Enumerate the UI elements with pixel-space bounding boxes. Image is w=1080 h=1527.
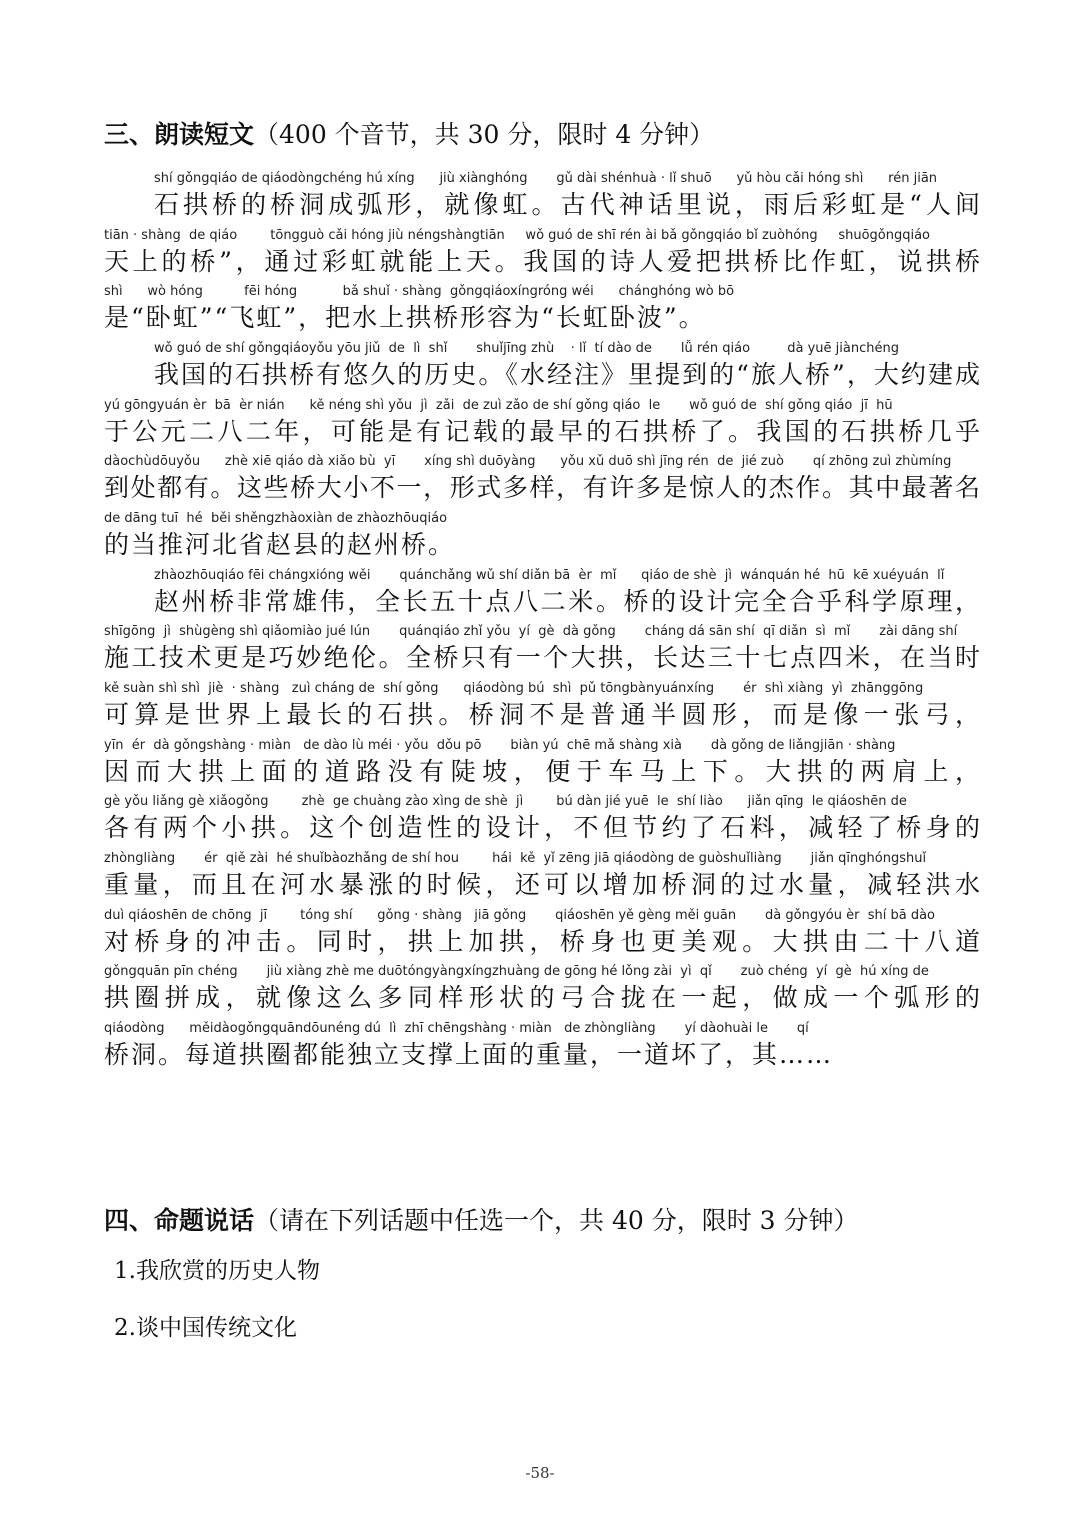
hanzi-line: 石拱桥的桥洞成弧形，就像虹。古代神话里说，雨后彩虹是“人间 (154, 190, 980, 219)
passage-line (104, 621, 980, 677)
page-number: -58- (525, 1464, 555, 1482)
pinyin-line: tiān · shàng de qiáo tōngguò cǎi hóng jiù néngshàngtiān wǒ guó de shī rén ài bǎ gǒngqiáo bǐ zuòhóng shuōgǒngqiáo (104, 228, 931, 243)
pinyin-line: shì wò hóng fēi hóng bǎ shuǐ · shàng gǒngqiáoxíngróng wéi chánghóng wò bō (104, 284, 735, 299)
hanzi-line: 对桥身的冲击。同时，拱上加拱，桥身也更美观。大拱由二十八道 (104, 927, 980, 956)
hanzi-line: 赵州桥非常雄伟，全长五十点八二米。桥的设计完全合乎科学原理， (154, 587, 980, 616)
pinyin-line: kě suàn shì shì jiè · shàng zuì cháng de shí gǒng qiáodòng bú shì pǔ tōngbànyuánxíng ér shì xiàng yì zhānggōng (104, 681, 924, 696)
pinyin-line: shīgōng jì shùgèng shì qiǎomiào jué lún quánqiáo zhǐ yǒu yí gè dà gǒng cháng dá sān shí qī diǎn sì mǐ zài dāng shí (104, 624, 958, 639)
pinyin-line: zhàozhōuqiáo fēi chángxióng wěi quánchǎng wǔ shí diǎn bā èr mǐ qiáo de shè jì wánquán hé hū kē xuéyuán lǐ (154, 568, 945, 583)
passage-line (104, 678, 980, 734)
pinyin-line: zhòngliàng ér qiě zài hé shuǐbàozhǎng de shí hou hái kě yǐ zēng jiā qiáodòng de guòshuǐliàng jiǎn qīnghóngshuǐ (104, 851, 927, 866)
pinyin-line: wǒ guó de shí gǒngqiáoyǒu yōu jiǔ de lì shǐ shuǐjīng zhù · lǐ tí dào de lǚ rén qiáo dà yuē jiànchéng (154, 341, 899, 356)
pinyin-line: yú gōngyuán èr bā èr nián kě néng shì yǒu jì zǎi de zuì zǎo de shí gǒng qiáo le wǒ guó de shí gǒng qiáo jī hū (104, 398, 893, 413)
section-4-title: 四、命题说话 (104, 1206, 255, 1235)
hanzi-line: 桥洞。每道拱圈都能独立支撑上面的重量，一道坏了，其…… (104, 1040, 834, 1069)
hanzi-line: 的当推河北省赵县的赵州桥。 (104, 530, 456, 559)
passage-line (104, 225, 980, 281)
topic-item: 1.我欣赏的历史人物 (114, 1258, 320, 1284)
hanzi-line: 各有两个小拱。这个创造性的设计，不但节约了石料，减轻了桥身的 (104, 813, 980, 842)
hanzi-line: 施工技术更是巧妙绝伦。全桥只有一个大拱，长达三十七点四米，在当时 (104, 643, 980, 672)
passage-line (104, 281, 980, 337)
hanzi-line: 可算是世界上最长的石拱。桥洞不是普通半圆形，而是像一张弓， (104, 700, 980, 729)
pinyin-line: duì qiáoshēn de chōng jī tóng shí gǒng · shàng jiā gǒng qiáoshēn yě gèng měi guān dà gǒngyóu èr shí bā dào (104, 908, 936, 923)
section-3-note: （400 个音节，共 30 分，限时 4 分钟） (254, 120, 715, 149)
hanzi-line: 因而大拱上面的道路没有陡坡，便于车马上下。大拱的两肩上， (104, 757, 980, 786)
section-3-title: 三、朗读短文 (104, 120, 255, 149)
hanzi-line: 是“卧虹”“飞虹”，把水上拱桥形容为“长虹卧波”。 (104, 303, 706, 332)
passage-line (104, 395, 980, 451)
topic-item: 2.谈中国传统文化 (114, 1315, 297, 1341)
passage-line (104, 1018, 980, 1074)
hanzi-line: 天上的桥”，通过彩虹就能上天。我国的诗人爱把拱桥比作虹，说拱桥 (104, 247, 980, 276)
hanzi-line: 重量，而且在河水暴涨的时候，还可以增加桥洞的过水量，减轻洪水 (104, 870, 980, 899)
pinyin-line: yīn ér dà gǒngshàng · miàn de dào lù méi · yǒu dǒu pō biàn yú chē mǎ shàng xià dà gǒng de liǎngjiān · shàng (104, 738, 896, 753)
passage-line (154, 168, 980, 224)
hanzi-line: 于公元二八二年，可能是有记载的最早的石拱桥了。我国的石拱桥几乎 (104, 417, 980, 446)
hanzi-line: 拱圈拼成，就像这么多同样形状的弓合拢在一起，做成一个弧形的 (104, 983, 980, 1012)
pinyin-line: shí gǒngqiáo de qiáodòngchéng hú xíng jiù xiànghóng gǔ dài shénhuà · lǐ shuō yǔ hòu cǎi hóng shì rén jiān (154, 171, 938, 186)
hanzi-line: 我国的石拱桥有悠久的历史。《水经注》里提到的“旅人桥”，大约建成 (154, 360, 980, 389)
passage-line (154, 338, 980, 394)
passage-line (104, 508, 980, 564)
section-4-note: （请在下列话题中任选一个，共 40 分，限时 3 分钟） (254, 1206, 859, 1235)
passage-line (154, 565, 980, 621)
pinyin-line: gǒngquān pīn chéng jiù xiàng zhè me duōtóngyàngxíngzhuàng de gōng hé lǒng zài yì qǐ zuò chéng yí gè hú xíng de (104, 964, 929, 979)
section-3-heading (104, 120, 714, 150)
pinyin-line: qiáodòng měidàogǒngquāndōunéng dú lì zhī chēngshàng · miàn de zhòngliàng yí dàohuài le qí (104, 1021, 809, 1036)
passage-line (104, 735, 980, 791)
pinyin-line: gè yǒu liǎng gè xiǎogǒng zhè ge chuàng zào xìng de shè jì bú dàn jié yuē le shí liào jiǎn qīng le qiáoshēn de (104, 794, 907, 809)
pinyin-line: de dāng tuī hé běi shěngzhàoxiàn de zhàozhōuqiáo (104, 511, 448, 526)
pinyin-line: dàochùdōuyǒu zhè xiē qiáo dà xiǎo bù yī xíng shì duōyàng yǒu xǔ duō shì jīng rén de jié zuò qí zhōng zuì zhùmíng (104, 454, 952, 469)
passage-line (104, 961, 980, 1017)
passage-line (104, 848, 980, 904)
passage-line (104, 451, 980, 507)
passage-line (104, 905, 980, 961)
section-4-heading (104, 1206, 859, 1236)
hanzi-line: 到处都有。这些桥大小不一，形式多样，有许多是惊人的杰作。其中最著名 (104, 473, 980, 502)
passage-line (104, 791, 980, 847)
